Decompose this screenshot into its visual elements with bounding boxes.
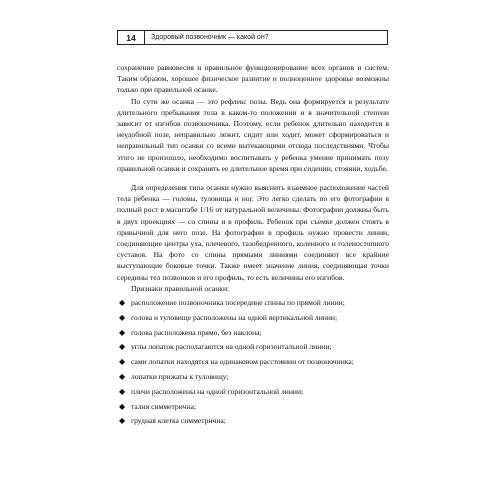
list-item-text: голова расположена прямо, без наклона; [131,327,262,337]
list-item [117,415,389,426]
list-item [117,312,389,323]
diamond-bullet-icon: ◆ [119,372,126,382]
list-item [117,356,389,367]
list-item-text: сами лопатки находятся на одинаковом расстоянии от позвоночника; [131,357,354,367]
running-title: Здоровый позвоночник — какой он? [145,30,388,45]
diamond-bullet-icon: ◆ [119,357,126,367]
diamond-bullet-icon: ◆ [119,416,126,426]
diamond-bullet-icon: ◆ [119,327,126,337]
list-item [117,371,389,382]
paragraph-1: сохранение равновесия и правильное функционирование всех органов и систем. Таким образом, хорошее физическое развитие и полноценное здоровье возможны только при правильной осанке. [117,63,389,95]
list-item [117,401,389,412]
diamond-bullet-icon: ◆ [119,386,126,396]
diamond-bullet-icon: ◆ [119,312,126,322]
diamond-bullet-icon: ◆ [119,342,126,352]
list-item [117,297,389,308]
list-item-text: грудная клетка симметрична; [131,416,226,426]
list-item [117,327,389,338]
list-item [117,341,389,352]
running-head [117,30,388,45]
diamond-bullet-icon: ◆ [119,401,126,411]
diamond-bullet-icon: ◆ [119,298,126,308]
body-text [117,62,389,430]
signs-heading: Признаки правильной осанки: [131,283,230,293]
paragraph-2: По сути же осанка — это рефлекс позы. Ведь она формируется в результате длительного пребывания тела в каком-то положении и в значительной степени зависит от изгибов позвоночника. Поэтому, если ребенок длительно находится в неудобной позе, неправильно лежит, сидит или ходит, может сформироваться и неправильный тип осанки со всеми вытекающими отсюда последствиями. Чтобы этого не произошло, необходимо воспитывать у ребенка умение принимать позу правильной осанки и сохранять ее длительное время при сидении, стоянии, ходьбе. [117,96,389,173]
signs-list [117,297,389,427]
list-item-text: талия симметрична; [131,401,197,411]
list-item-text: лопатки прижаты к туловищу; [131,372,229,382]
paragraph-3: Для определения типа осанки нужно выяснить взаимное расположение частей тела ребенка — головы, туловища и ног. Это легко сделать по его фотографии в полный рост в масштабе 1/16 от натуральной величины. Фотографии должны быть в двух проекциях — со спины и в профиль. Ребенок при съемке должен стоять в привычной для него позе. На фотографии в профиль нужно провести линии, соединяющие центры уха, плечевого, тазобедренного, коленного и голеностопного суставов. На фото со спины прямыми линиями соединяют все крайние выступающие боковые точки. Также имеет значение линия, соединяющая точки середины тел позвонков и его профиль, то есть величины его изгибов. [117,183,389,282]
list-item-text: голова и туловище расположены на одной вертикальной линии; [131,312,338,322]
page-number: 14 [117,30,145,45]
list-item-text: плечи расположены на одной горизонтальной линии; [131,386,304,396]
list-item [117,386,389,397]
list-item-text: расположение позвоночника посередине спины по прямой линии; [131,298,345,308]
list-item-text: углы лопаток располагаются на одной горизонтальной линии; [131,342,332,352]
